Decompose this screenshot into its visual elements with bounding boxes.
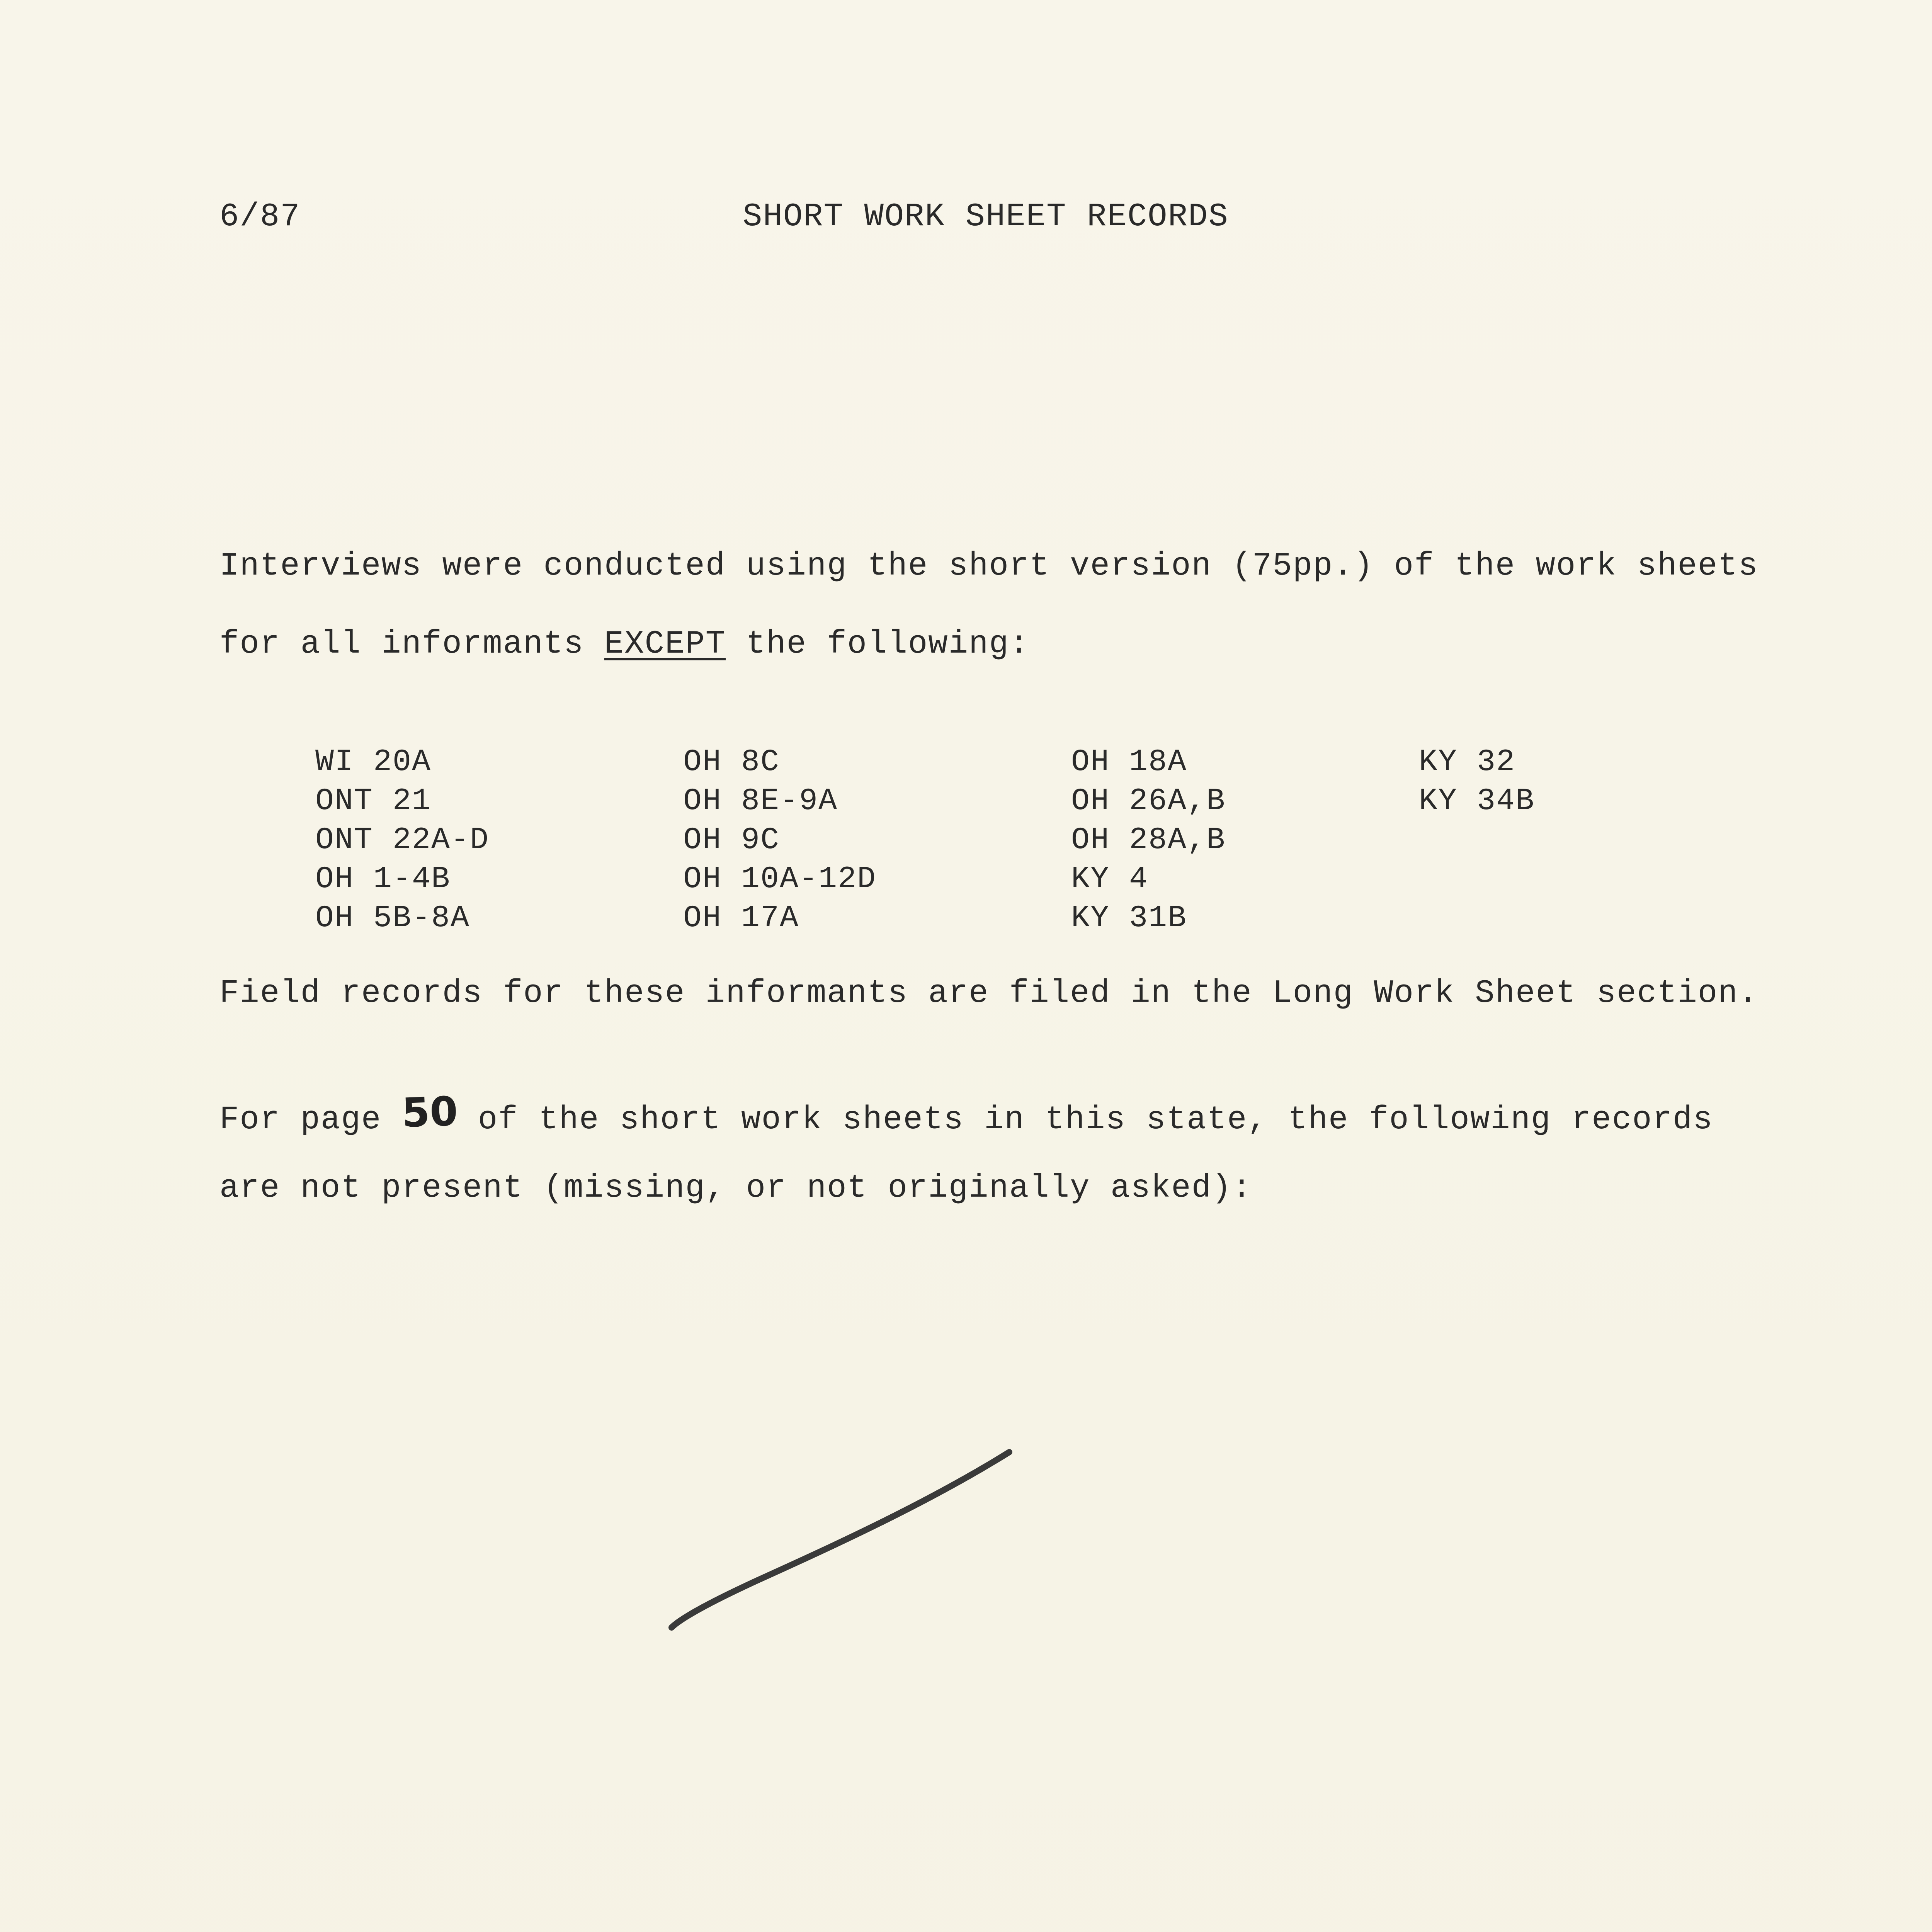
field-records-note: Field records for these informants are filed in the Long Work Sheet section. [219,975,1759,1012]
exception-item: OH 8C [683,745,780,780]
exception-item: OH 5B-8A [315,901,470,936]
header-date: 6/87 [219,199,301,235]
page-note-prefix: For page [219,1102,402,1138]
exception-item: KY 34B [1419,784,1535,819]
exceptions-column-4 [1419,743,1535,821]
exception-item: KY 4 [1071,862,1149,897]
exception-item: KY 32 [1419,745,1516,780]
intro-line-2-start: for all informants [219,626,604,663]
exception-item: OH 8E-9A [683,784,838,819]
exception-item: OH 28A,B [1071,823,1226,858]
exceptions-column-1 [315,743,489,938]
intro-line-2-end: the following: [726,626,1030,663]
exception-item: WI 20A [315,745,432,780]
page-note-line-1 [219,1087,1713,1138]
page-note-suffix: of the short work sheets in this state, the following records [457,1102,1713,1138]
page-title: SHORT WORK SHEET RECORDS [743,199,1229,235]
exception-item: OH 26A,B [1071,784,1226,819]
exception-item: ONT 21 [315,784,432,819]
handwritten-page-number: 50 [401,1087,459,1137]
page-note-line-2: are not present (missing, or not originally asked): [219,1170,1252,1207]
exception-item: OH 1-4B [315,862,451,897]
exception-item: ONT 22A-D [315,823,490,858]
exception-item: OH 10A-12D [683,862,877,897]
intro-line-1: Interviews were conducted using the short version (75pp.) of the work sheets [219,548,1759,585]
exception-item: OH 17A [683,901,799,936]
exception-item: KY 31B [1071,901,1187,936]
except-word: EXCEPT [604,626,726,663]
exceptions-column-3 [1071,743,1226,938]
intro-line-2 [219,628,1029,661]
exception-item: OH 9C [683,823,780,858]
exceptions-column-2 [683,743,876,938]
exception-item: OH 18A [1071,745,1187,780]
